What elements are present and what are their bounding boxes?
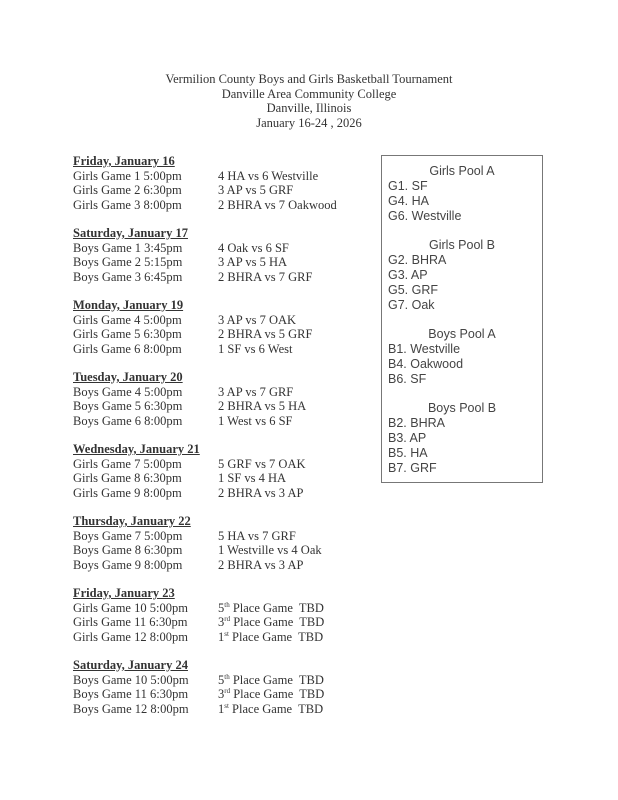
game-slot: Girls Game 3 8:00pm [73,197,182,212]
place-ordinal: th [224,672,230,681]
document-header [0,72,618,130]
game-slot: Girls Game 8 6:30pm [73,471,182,485]
game-slot: Boys Game 10 5:00pm [73,672,189,687]
game-slot: Boys Game 12 8:00pm [73,701,189,716]
place-ordinal: rd [224,615,231,623]
pool-title: Girls Pool B [429,238,495,252]
pool-team: B3. AP [388,431,427,445]
game-row [73,702,373,717]
day-heading: Tuesday, January 20 [73,370,183,384]
game-matchup: 3 AP vs 5 GRF [218,183,294,197]
place-game-label: Place Game TBD [229,600,324,615]
tournament-dates: January 16-24 , 2026 [256,115,362,130]
game-row [73,543,373,558]
place-game-label: Place Game TBD [228,629,324,644]
place-game-label: Place Game TBD [229,672,324,687]
game-slot: Boys Game 2 5:15pm [73,255,183,269]
game-slot: Boys Game 1 3:45pm [73,240,183,255]
game-matchup: 3 AP vs 7 OAK [218,312,297,327]
place-game-label: Place Game TBD [228,701,324,716]
game-row [73,198,373,213]
game-row [73,457,373,472]
game-matchup: 2 BHRA vs 3 AP [218,485,304,500]
game-slot: Girls Game 1 5:00pm [73,168,182,183]
pool-title: Boys Pool A [428,327,496,341]
place-ordinal: st [224,701,229,710]
game-matchup [218,702,373,717]
pool-team: B1. Westville [388,342,461,356]
day-heading: Saturday, January 17 [73,226,188,240]
game-row [73,414,373,429]
game-slot: Girls Game 6 8:00pm [73,341,182,356]
game-matchup: 2 BHRA vs 3 AP [218,557,304,572]
place-number: 5 [218,600,225,615]
game-matchup: 1 Westville vs 4 Oak [218,543,322,557]
game-row [73,615,373,630]
game-matchup: 4 HA vs 6 Westville [218,168,319,183]
venue-location: Danville, Illinois [266,101,352,115]
game-matchup: 5 HA vs 7 GRF [218,528,296,543]
game-matchup: 4 Oak vs 6 SF [218,240,289,255]
game-matchup [218,601,373,616]
schedule-day [73,298,373,356]
game-slot: Boys Game 11 6:30pm [73,687,189,701]
game-row [73,255,373,270]
day-heading: Thursday, January 22 [73,514,191,528]
place-ordinal: th [224,600,230,609]
game-row [73,399,373,414]
game-slot: Girls Game 4 5:00pm [73,312,182,327]
game-row [73,673,373,688]
pool-team: B2. BHRA [388,416,445,430]
pool-boys-b [388,401,542,476]
place-number: 3 [218,687,225,701]
game-matchup: 2 BHRA vs 7 GRF [218,269,313,284]
game-row [73,183,373,198]
game-row [73,687,373,702]
pool-team: G1. SF [388,179,428,193]
game-row [73,313,373,328]
game-slot: Girls Game 11 6:30pm [73,615,188,629]
game-matchup [218,630,373,645]
game-slot: Boys Game 4 5:00pm [73,384,183,399]
schedule-day [73,586,373,644]
pool-team: G7. Oak [388,298,435,312]
schedule-day [73,154,373,212]
pool-team: B5. HA [388,446,428,460]
game-row [73,327,373,342]
place-number: 3 [218,615,225,629]
schedule-day [73,442,373,500]
game-matchup: 5 GRF vs 7 OAK [218,456,306,471]
place-game-label: Place Game TBD [230,615,325,629]
venue-name: Danville Area Community College [221,86,397,101]
schedule-day [73,226,373,284]
pool-title: Girls Pool A [429,164,495,178]
schedule-day [73,658,373,716]
game-row [73,270,373,285]
game-slot: Boys Game 7 5:00pm [73,528,183,543]
day-heading: Friday, January 23 [73,586,175,600]
game-slot: Boys Game 6 8:00pm [73,413,183,428]
game-schedule [73,154,373,730]
game-matchup: 1 West vs 6 SF [218,413,293,428]
place-game-label: Place Game TBD [230,687,325,701]
schedule-day [73,514,373,572]
game-row [73,342,373,357]
game-row [73,630,373,645]
place-ordinal: rd [224,687,231,695]
game-matchup [218,673,373,688]
pool-team: G5. GRF [388,283,439,297]
schedule-day [73,370,373,428]
pool-girls-b [388,238,542,313]
game-slot: Girls Game 12 8:00pm [73,629,188,644]
game-slot: Girls Game 5 6:30pm [73,327,182,341]
place-number: 5 [218,672,225,687]
game-row [73,385,373,400]
day-heading: Monday, January 19 [73,298,184,312]
game-row [73,601,373,616]
game-slot: Girls Game 2 6:30pm [73,183,182,197]
day-heading: Wednesday, January 21 [73,442,200,456]
pool-team: B6. SF [388,372,427,386]
pool-team: G3. AP [388,268,428,282]
game-slot: Girls Game 10 5:00pm [73,600,188,615]
game-matchup [218,687,373,702]
game-slot: Boys Game 9 8:00pm [73,557,183,572]
game-row [73,486,373,501]
game-matchup: 3 AP vs 5 HA [218,255,287,269]
pool-team: G2. BHRA [388,253,447,267]
place-ordinal: st [224,629,229,638]
game-matchup: 1 SF vs 4 HA [218,471,287,485]
day-heading: Saturday, January 24 [73,658,188,672]
game-slot: Boys Game 8 6:30pm [73,543,183,557]
pool-team: G4. HA [388,194,429,208]
game-slot: Girls Game 9 8:00pm [73,485,182,500]
game-row [73,558,373,573]
tournament-title: Vermilion County Boys and Girls Basketball Tournament [165,72,453,86]
game-matchup: 2 BHRA vs 7 Oakwood [218,197,337,212]
game-slot: Boys Game 3 6:45pm [73,269,183,284]
game-slot: Boys Game 5 6:30pm [73,399,183,413]
pool-team: B4. Oakwood [388,357,464,371]
game-matchup: 2 BHRA vs 5 GRF [218,327,313,341]
pools-box [381,155,543,483]
pool-team: B7. GRF [388,461,437,475]
game-row [73,529,373,544]
pool-girls-a [388,164,542,224]
game-matchup [218,615,373,630]
game-slot: Girls Game 7 5:00pm [73,456,182,471]
game-row [73,169,373,184]
pool-team: G6. Westville [388,209,462,223]
day-heading: Friday, January 16 [73,154,175,168]
game-matchup: 2 BHRA vs 5 HA [218,399,307,413]
place-number: 1 [218,629,225,644]
game-row [73,471,373,486]
pool-title: Boys Pool B [427,401,497,415]
game-matchup: 1 SF vs 6 West [218,341,293,356]
game-row [73,241,373,256]
game-matchup: 3 AP vs 7 GRF [218,384,294,399]
place-number: 1 [218,701,225,716]
pool-boys-a [388,327,542,387]
